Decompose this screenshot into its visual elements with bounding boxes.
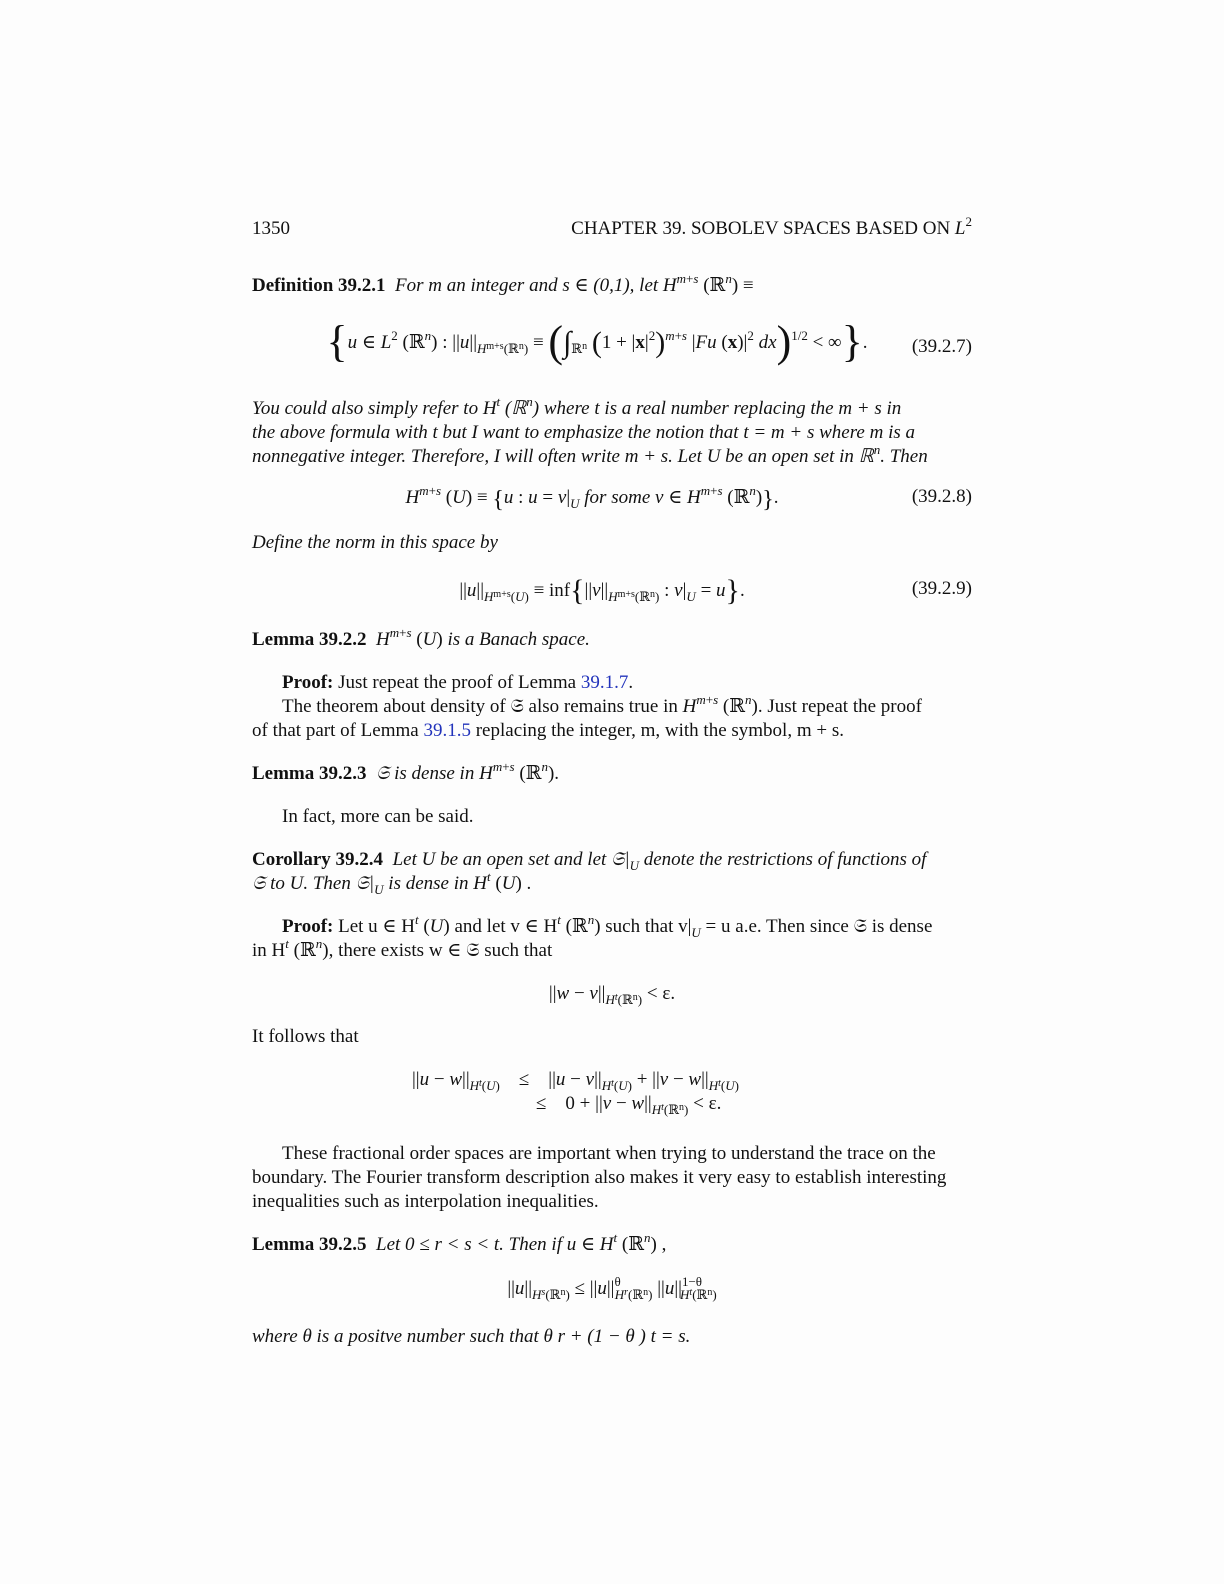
equation-39-2-8: $H^{m+s}$ (U) ≡ {u : $u = v|_U$ for some v ∈ $H^{m+s}$ (ℝ$^n$)}. (39.2.8) — [405, 483, 972, 513]
equation-w-minus-v: $||w - v||_{H^t(ℝ^n)} < \varepsilon$. — [548, 983, 676, 1007]
running-header — [252, 214, 972, 248]
interpolation-inequality: $||u||_{H^s(ℝ^n)} \le ||u||^\theta_{H^r(ℝ^n)}$ $||u||^{1-\theta}_{H^t(ℝ^n)}$ — [507, 1274, 717, 1302]
paragraph-1: You could also simply refer to $H^t$ (ℝ$^n$) where t is a real number replacing the m + s in the above formula with t but I want to emphasize the notion that t = m + s where m is a nonnegative integer. Therefore, I will often write m + s. Let U be an open set in ℝ$^n$. Then — [252, 394, 928, 467]
paragraph-2: Define the norm in this space by — [252, 532, 498, 553]
lemma-39-2-2: Lemma 39.2.2 $H^{m+s}$ (U) is a Banach space. — [252, 625, 590, 650]
proof-1: Proof: Just repeat the proof of Lemma 39.1.7. The theorem about density of 𝔖 also remains true in $H^{m+s}$ (ℝ$^n$). Just repeat the proof of that part of Lemma 39.1.5 replacing the integer, m, with the symbol, m + s. — [252, 672, 922, 741]
equation-39-2-9: $||u||_{H^{m+s}(U)} \equiv inf\{||v||_{H^{m+s}(ℝ^n)}$ : $v|_U = u$}. (39.2.9) — [459, 574, 972, 607]
inequality-chain: $||u - w||_{H^t(U)}$ ≤ $||u - v||_{H^t(U)} + ||v - w||_{H^t(U)}$ ≤ $0 + ||v - w||_{H^t(ℝ^n)} < \varepsilon$. — [412, 1069, 739, 1117]
paragraph-6: where θ is a positve number such that θ r + (1 − θ ) t = s. — [252, 1326, 691, 1347]
paragraph-5: These fractional order spaces are important when trying to understand the trace on the boundary. The Fourier transform description also makes it very easy to establish interesting inequalities such as interpolation inequalities. — [252, 1143, 947, 1212]
lemma-39-2-3: Lemma 39.2.3 𝔖 is dense in $H^{m+s}$ (ℝ$^n$). — [252, 759, 560, 784]
ref-lemma-39-1-7[interactable]: 39.1.7 — [580, 672, 629, 693]
page-number: 1350 — [252, 218, 290, 239]
definition-39-2-1: Definition 39.2.1 For m an integer and s ∈ (0,1), let $H^{m+s}$ (ℝ$^n$) ≡ — [252, 271, 754, 296]
equation-39-2-7: {u ∈ $L^2$ (ℝ$^n$) : $||u||_{H^{m+s}(ℝ^n)} \equiv (\int_{ℝ^n}$ $(1 + |x|^2)^{m+s}$ |Fu $(x)|^2$ dx)$^{1/2}$ < ∞}. (39.2.7) — [326, 317, 972, 366]
paragraph-4: It follows that — [252, 1026, 359, 1047]
equation-number: (39.2.7) — [911, 336, 972, 357]
corollary-39-2-4: Corollary 39.2.4 Let U be an open set and let $𝔖|_U$ denote the restrictions of functions of 𝔖 to U. Then $𝔖|_U$ is dense in $H^t$ (U) . — [252, 849, 927, 897]
equation-number: (39.2.8) — [911, 486, 972, 507]
proof-2: Proof: Let u ∈ $H^t$ (U) and let v ∈ $H^t$ (ℝ$^n$) such that $v|_U = u$ a.e. Then since 𝔖 is dense in $H^t$ (ℝ$^n$), there exists w ∈ 𝔖 such that — [252, 912, 933, 961]
equation-number: (39.2.9) — [911, 578, 972, 599]
page — [252, 214, 972, 248]
definition-label: Definition 39.2.1 — [252, 275, 386, 296]
lemma-39-2-5: Lemma 39.2.5 Let 0 ≤ r < s < t. Then if u ∈ $H^t$ (ℝ$^n$) , — [252, 1230, 667, 1255]
paragraph-3: In fact, more can be said. — [282, 806, 474, 827]
chapter-title: CHAPTER 39. SOBOLEV SPACES BASED ON $L^2$ — [571, 214, 972, 239]
ref-lemma-39-1-5[interactable]: 39.1.5 — [423, 720, 471, 741]
